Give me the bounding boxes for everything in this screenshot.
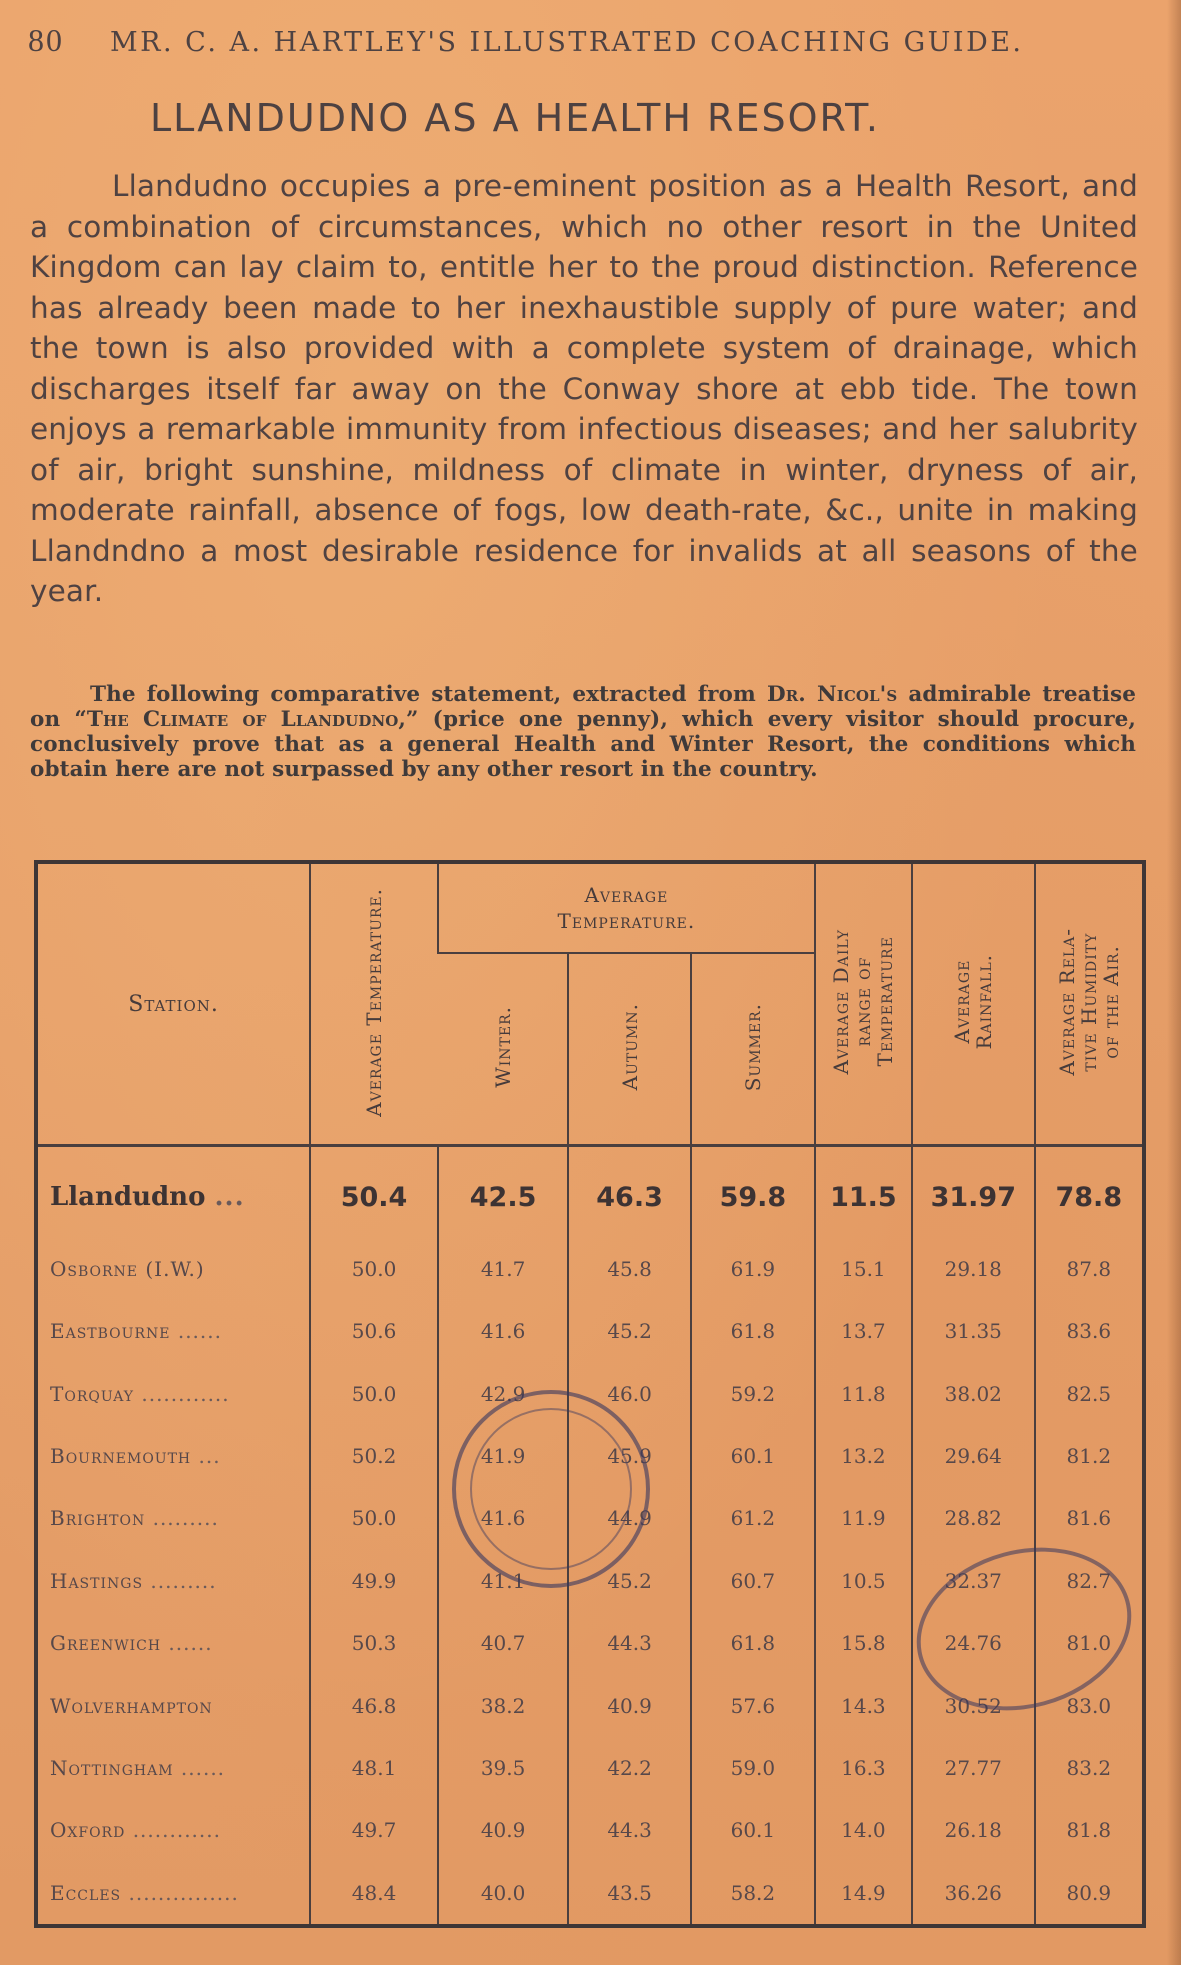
cell-avg: 49.7 [310, 1799, 438, 1861]
station-cell [38, 1487, 310, 1549]
cell-rainfall: 31.35 [912, 1300, 1035, 1362]
leader-dots: ... [198, 1443, 221, 1468]
cell-autumn: 45.2 [568, 1550, 691, 1612]
cell-humidity: 80.9 [1035, 1862, 1142, 1925]
header-avg-temp-group-line2: Temperature. [557, 909, 696, 933]
cell-winter: 42.9 [438, 1362, 568, 1424]
climate-data-table [38, 864, 1142, 1924]
station-name: Brighton [50, 1506, 146, 1531]
cell-humidity: 83.6 [1035, 1300, 1142, 1362]
cell-avg: 48.1 [310, 1737, 438, 1799]
station-name: Osborne (I.W.) [50, 1256, 205, 1281]
cell-avg: 48.4 [310, 1862, 438, 1925]
header-rainfall [912, 864, 1035, 1146]
cell-avg: 49.9 [310, 1550, 438, 1612]
cell-rainfall: 30.52 [912, 1674, 1035, 1736]
cell-autumn: 46.3 [568, 1157, 691, 1238]
cell-range: 10.5 [815, 1550, 912, 1612]
cell-winter: 40.7 [438, 1612, 568, 1674]
table-row [38, 1300, 1142, 1362]
header-daily-range [815, 864, 912, 1146]
cell-avg: 50.3 [310, 1612, 438, 1674]
cell-rainfall: 28.82 [912, 1487, 1035, 1549]
leader-dots: ...... [168, 1631, 213, 1656]
cell-summer: 61.8 [691, 1300, 815, 1362]
cell-winter: 38.2 [438, 1674, 568, 1736]
cell-autumn: 44.3 [568, 1799, 691, 1861]
cell-rainfall: 27.77 [912, 1737, 1035, 1799]
header-station: Station. [38, 864, 310, 1146]
cell-summer: 60.1 [691, 1425, 815, 1487]
page-title: LLANDUDNO AS A HEALTH RESORT. [150, 96, 880, 140]
station-cell [38, 1612, 310, 1674]
cell-winter: 42.5 [438, 1157, 568, 1238]
cell-autumn: 45.9 [568, 1425, 691, 1487]
station-name: Llandudno [50, 1182, 206, 1213]
station-name: Greenwich [50, 1631, 162, 1656]
cell-autumn: 44.3 [568, 1612, 691, 1674]
cell-winter: 41.9 [438, 1425, 568, 1487]
leader-dots: ............ [141, 1381, 230, 1406]
cell-rainfall: 38.02 [912, 1362, 1035, 1424]
station-cell [38, 1300, 310, 1362]
cell-avg: 50.6 [310, 1300, 438, 1362]
cell-rainfall: 26.18 [912, 1799, 1035, 1861]
cell-humidity: 83.0 [1035, 1674, 1142, 1736]
cell-range: 13.7 [815, 1300, 912, 1362]
cell-humidity: 81.8 [1035, 1799, 1142, 1861]
station-name: Eastbourne [50, 1319, 171, 1344]
header-daily-range-label: Average Daily range of Temperature [829, 929, 898, 1075]
page-edge-shadow [1167, 0, 1181, 1965]
station-cell [38, 1238, 310, 1300]
cell-range: 14.9 [815, 1862, 912, 1925]
cell-avg: 46.8 [310, 1674, 438, 1736]
station-cell [38, 1674, 310, 1736]
leader-dots: ... [214, 1182, 245, 1213]
station-name: Oxford [50, 1818, 126, 1843]
cell-humidity: 81.2 [1035, 1425, 1142, 1487]
leader-dots: ......... [152, 1506, 219, 1531]
cell-humidity: 83.2 [1035, 1737, 1142, 1799]
cell-avg: 50.0 [310, 1362, 438, 1424]
cell-humidity: 87.8 [1035, 1238, 1142, 1300]
leader-dots: ......... [150, 1568, 217, 1593]
cell-range: 15.1 [815, 1238, 912, 1300]
cell-autumn: 45.2 [568, 1300, 691, 1362]
station-cell [38, 1550, 310, 1612]
body-paragraph: Llandudno occupies a pre-eminent position as a Health Resort, and a combination of circumstances, which no other resort in the United Kingdom can lay claim to, entitle her to the proud distinction. Reference has already been made to her inexhaustible supply of pure water; and the town is also provided with a complete system of drainage, which discharges itself far away on the Conway shore at ebb tide. The town enjoys a remarkable immunity from infectious diseases; and her salubrity of air, bright sunshine, mildness of climate in winter, dryness of air, moderate rainfall, absence of fogs, low death-rate, &c., unite in making Llandndno a most desirable residence for invalids at all seasons of the year. [30, 169, 1138, 608]
intro-author: Dr. Nicol's [766, 682, 898, 707]
station-cell [38, 1737, 310, 1799]
header-winter: Winter. [490, 1006, 515, 1088]
cell-autumn: 42.2 [568, 1737, 691, 1799]
cell-summer: 61.2 [691, 1487, 815, 1549]
cell-range: 11.5 [815, 1157, 912, 1238]
cell-range: 15.8 [815, 1612, 912, 1674]
page-number: 80 [28, 22, 64, 58]
table-row [38, 1862, 1142, 1925]
climate-table [34, 860, 1146, 1928]
header-avg-temp-label: Average Temperature. [362, 887, 387, 1117]
header-autumn: Autumn. [568, 953, 691, 1146]
cell-range: 14.3 [815, 1674, 912, 1736]
table-row [38, 1799, 1142, 1861]
header-rainfall-label: Average Rainfall. [950, 954, 997, 1050]
cell-rainfall: 24.76 [912, 1612, 1035, 1674]
cell-avg: 50.2 [310, 1425, 438, 1487]
leader-dots: ...... [180, 1755, 226, 1780]
cell-winter: 41.7 [438, 1238, 568, 1300]
cell-winter: 40.9 [438, 1799, 568, 1861]
table-row [38, 1238, 1142, 1300]
library-stamp [452, 1390, 650, 1588]
cell-range: 14.0 [815, 1799, 912, 1861]
table-row [38, 1157, 1142, 1238]
cell-humidity: 82.5 [1035, 1362, 1142, 1424]
cell-range: 13.2 [815, 1425, 912, 1487]
cell-autumn: 43.5 [568, 1862, 691, 1925]
running-head [28, 22, 1158, 59]
station-name: Nottingham [50, 1755, 174, 1780]
cell-summer: 58.2 [691, 1862, 815, 1925]
intro-part-1: The following comparative statement, extracted from [90, 682, 756, 707]
table-intro [30, 682, 1136, 782]
cell-avg: 50.0 [310, 1487, 438, 1549]
cell-winter: 39.5 [438, 1737, 568, 1799]
cell-rainfall: 29.18 [912, 1238, 1035, 1300]
cell-range: 11.9 [815, 1487, 912, 1549]
cell-avg: 50.0 [310, 1238, 438, 1300]
cell-summer: 60.1 [691, 1799, 815, 1861]
cell-range: 16.3 [815, 1737, 912, 1799]
cell-summer: 59.8 [691, 1157, 815, 1238]
cell-summer: 59.0 [691, 1737, 815, 1799]
station-cell [38, 1157, 310, 1238]
header-humidity [1035, 864, 1142, 1146]
intro-part-2: admirable treatise on “ [30, 682, 1136, 732]
leader-dots: ............ [132, 1818, 221, 1843]
station-name: Wolverhampton [50, 1693, 213, 1718]
cell-humidity: 81.0 [1035, 1612, 1142, 1674]
leader-dots: ...... [177, 1319, 222, 1344]
cell-rainfall: 31.97 [912, 1157, 1035, 1238]
header-summer: Summer. [691, 953, 815, 1146]
cell-winter: 41.6 [438, 1487, 568, 1549]
station-name: Bournemouth [50, 1443, 192, 1468]
cell-winter: 41.6 [438, 1300, 568, 1362]
cell-winter: 40.0 [438, 1862, 568, 1925]
cell-summer: 60.7 [691, 1550, 815, 1612]
running-head-title: MR. C. A. HARTLEY'S ILLUSTRATED COACHING GUIDE. [110, 27, 1024, 58]
header-avg-temp [310, 864, 438, 1146]
cell-humidity: 82.7 [1035, 1550, 1142, 1612]
cell-range: 11.8 [815, 1362, 912, 1424]
cell-humidity: 78.8 [1035, 1157, 1142, 1238]
station-cell [38, 1799, 310, 1861]
station-name: Hastings [50, 1568, 144, 1593]
cell-rainfall: 36.26 [912, 1862, 1035, 1925]
cell-rainfall: 29.64 [912, 1425, 1035, 1487]
leader-dots: ............... [128, 1880, 239, 1905]
header-humidity-label: Average Rela- tive Humidity of the Air. [1054, 928, 1123, 1076]
cell-rainfall: 32.37 [912, 1550, 1035, 1612]
cell-autumn: 44.9 [568, 1487, 691, 1549]
cell-summer: 59.2 [691, 1362, 815, 1424]
cell-winter: 41.1 [438, 1550, 568, 1612]
cell-avg: 50.4 [310, 1157, 438, 1238]
intro-part-3: ” (price one penny), which every visitor should procure, conclusively prove that as a general Health and Winter Resort, the conditions which obtain here are not surpassed by any other resort in the country. [30, 707, 1137, 782]
header-avg-temp-group [438, 864, 815, 953]
cell-summer: 61.8 [691, 1612, 815, 1674]
table-row [38, 1737, 1142, 1799]
cell-summer: 61.9 [691, 1238, 815, 1300]
cell-autumn: 45.8 [568, 1238, 691, 1300]
station-cell [38, 1425, 310, 1487]
station-name: Torquay [50, 1381, 134, 1406]
station-cell [38, 1862, 310, 1925]
station-name: Eccles [50, 1880, 122, 1905]
cell-humidity: 81.6 [1035, 1487, 1142, 1549]
cell-summer: 57.6 [691, 1674, 815, 1736]
intro-treatise: The Climate of Llandudno, [86, 707, 407, 732]
cell-autumn: 40.9 [568, 1674, 691, 1736]
station-cell [38, 1362, 310, 1424]
header-avg-temp-group-line1: Average [584, 883, 669, 907]
cell-autumn: 46.0 [568, 1362, 691, 1424]
